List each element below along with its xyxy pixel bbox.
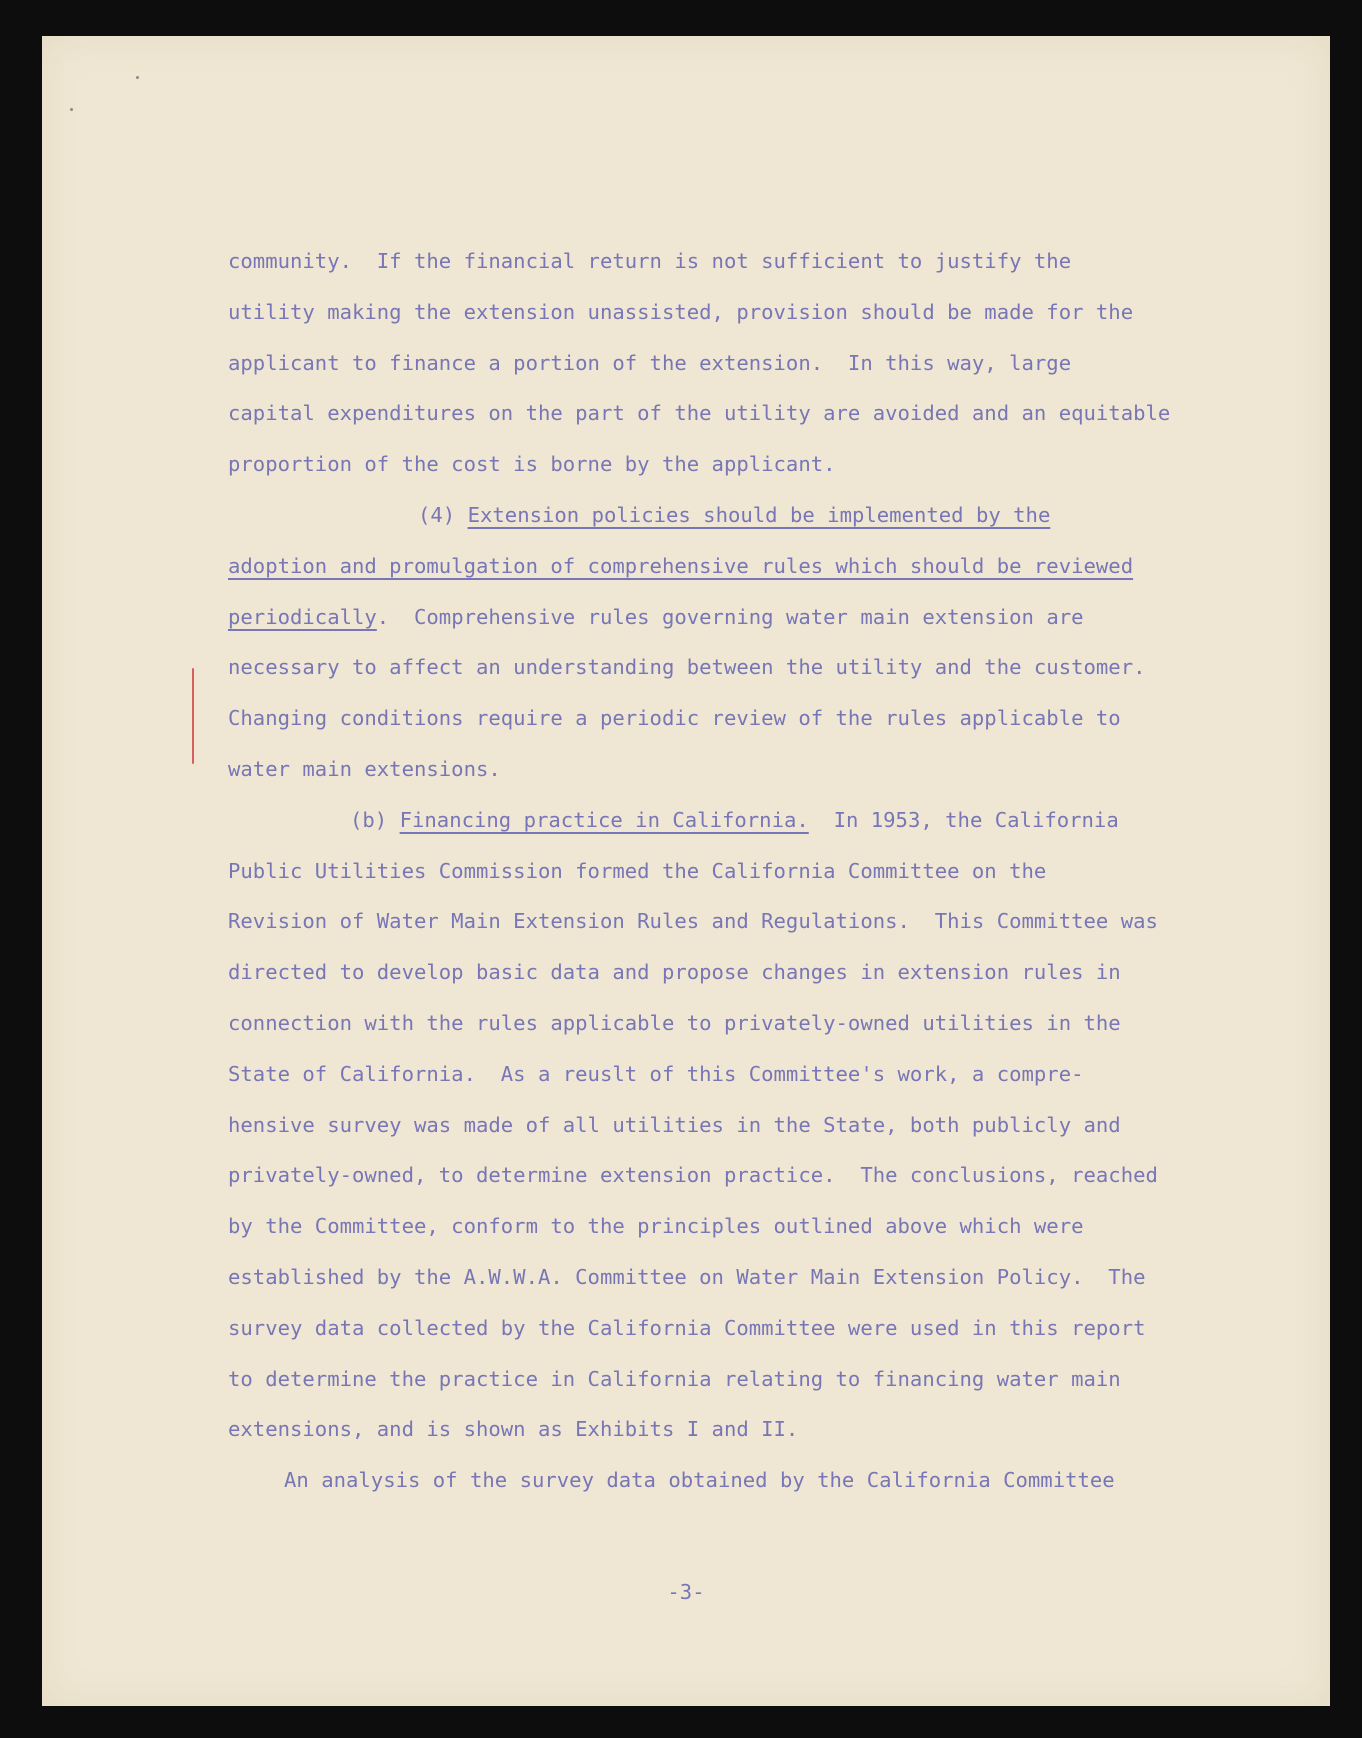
text-line: Public Utilities Commission formed the California Committee on the <box>228 858 1047 883</box>
text-line: extensions, and is shown as Exhibits I and II. <box>228 1417 799 1442</box>
text-line: connection with the rules applicable to privately-owned utilities in the <box>228 1010 1121 1035</box>
item-b-first-line <box>228 795 1238 846</box>
text-line: established by the A.W.W.A. Committee on Water Main Extension Policy. The <box>228 1264 1146 1289</box>
text-line: community. If the financial return is not sufficient to justify the <box>228 249 1072 273</box>
text-line: An analysis of the survey data obtained by the California Committee <box>284 1468 1115 1493</box>
margin-red-mark <box>192 668 194 764</box>
text-line: applicant to finance a portion of the extension. In this way, large <box>228 350 1072 375</box>
item-4-heading-line <box>228 541 1238 592</box>
item-4-text: . Comprehensive rules governing water main extension are <box>376 604 1084 629</box>
document-page <box>42 36 1330 1706</box>
text-line: by the Committee, conform to the principles outlined above which were <box>228 1214 1084 1239</box>
text-line: Changing conditions require a periodic review of the rules applicable to <box>228 706 1121 731</box>
text-line: Revision of Water Main Extension Rules and Regulations. This Committee was <box>228 909 1158 934</box>
text-line: survey data collected by the California Committee were used in this report <box>228 1315 1146 1340</box>
text-line: to determine the practice in California relating to financing water main <box>228 1366 1121 1391</box>
item-4-heading: periodically <box>228 604 377 629</box>
item-4-heading: adoption and promulgation of comprehensive rules which should be reviewed <box>228 553 1134 578</box>
text-line: hensive survey was made of all utilities in the State, both publicly and <box>228 1112 1121 1137</box>
text-line: directed to develop basic data and propose changes in extension rules in <box>228 960 1121 985</box>
body-text <box>228 236 1238 1506</box>
paper-speck <box>70 108 73 111</box>
text-line: utility making the extension unassisted, provision should be made for the <box>228 299 1134 324</box>
item-4-heading-line <box>228 592 1238 643</box>
text-line: privately-owned, to determine extension practice. The conclusions, reached <box>228 1163 1158 1188</box>
item-4-heading: Extension policies should be implemented by the <box>467 502 1051 527</box>
text-line: capital expenditures on the part of the utility are avoided and an equitable <box>228 401 1171 426</box>
text-line: water main extensions. <box>228 756 501 781</box>
paper-speck <box>136 76 139 79</box>
item-b-number: (b) <box>350 807 400 832</box>
item-4-number: (4) <box>418 502 468 527</box>
item-4-first-line <box>228 490 1238 541</box>
text-line: proportion of the cost is borne by the applicant. <box>228 452 836 477</box>
text-line: necessary to affect an understanding between the utility and the customer. <box>228 655 1146 680</box>
item-b-text: In 1953, the California <box>808 807 1119 832</box>
item-b-heading: Financing practice in California. <box>399 807 809 832</box>
text-line: State of California. As a reuslt of this Committee's work, a compre- <box>228 1061 1084 1086</box>
page-number: -3- <box>667 1580 705 1604</box>
